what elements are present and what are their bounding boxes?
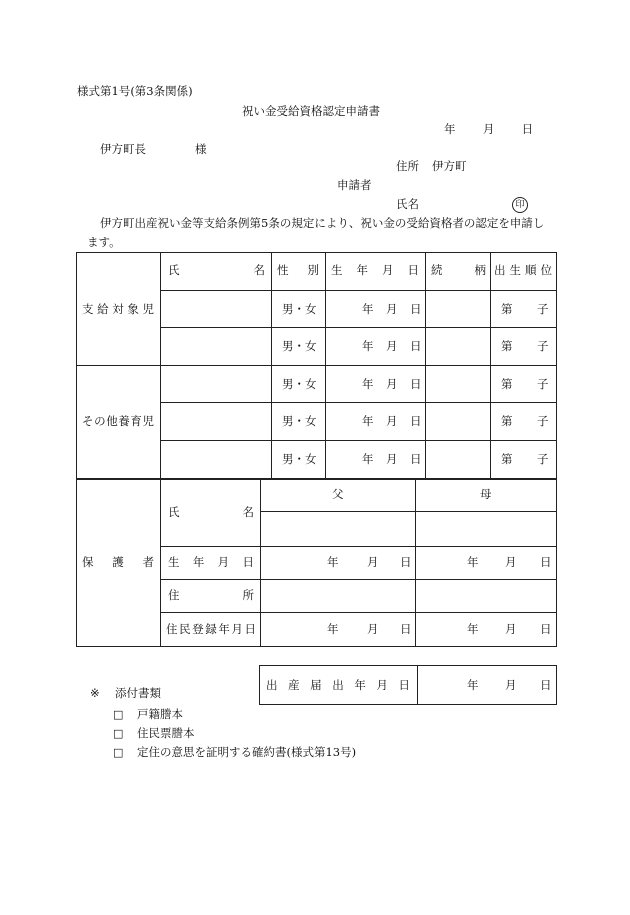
order-prefix: 第 — [501, 377, 513, 391]
birth-report-label: 出 産 届 出 年 月 日 — [266, 678, 410, 692]
birth-report-month: 月 — [505, 678, 517, 692]
date-year: 年 — [362, 302, 374, 316]
guardian-birthdate-label: 生 年 月 日 — [168, 555, 254, 569]
group-guardian: 保 護 者 — [82, 555, 154, 569]
order-prefix: 第 — [501, 414, 513, 428]
application-date — [444, 124, 533, 136]
body-text-line1: 伊方町出産祝い金等支給条例第5条の規定により、祝い金の受給資格者の認定を申請し — [100, 216, 545, 230]
mother-resident-reg-month: 月 — [505, 622, 517, 636]
birth-report-year: 年 — [467, 678, 479, 692]
birth-report-day: 日 — [540, 678, 552, 692]
date-day: 日 — [410, 339, 422, 353]
order-prefix: 第 — [501, 302, 513, 316]
sex-choice: 男・女 — [282, 377, 317, 391]
father-birthdate-year: 年 — [327, 555, 339, 569]
checkbox-icon: □ — [113, 746, 124, 759]
order-suffix: 子 — [537, 414, 549, 428]
attachments-mark: ※ — [90, 686, 100, 700]
date-year: 年 — [362, 377, 374, 391]
mother-birthdate-month: 月 — [505, 555, 517, 569]
date-day: 日 — [410, 414, 422, 428]
attachments-title: 添付書類 — [115, 686, 161, 700]
guardian-name-label: 氏 名 — [168, 505, 254, 519]
father-birthdate-month: 月 — [367, 555, 379, 569]
header-birthdate: 生 年 月 日 — [331, 263, 419, 277]
mother-header: 母 — [480, 487, 492, 501]
father-resident-reg-day: 日 — [400, 622, 412, 636]
mother-resident-reg-day: 日 — [540, 622, 552, 636]
group-target-children: 支 給 対 象 児 — [82, 302, 154, 316]
guardian-resident-reg-label: 住 民 登 録 年 月 日 — [166, 622, 256, 636]
sex-choice: 男・女 — [282, 339, 317, 353]
header-sex: 性 別 — [277, 263, 319, 277]
checkbox-icon: □ — [113, 727, 124, 740]
order-suffix: 子 — [537, 377, 549, 391]
order-prefix: 第 — [501, 452, 513, 466]
group-other-children: そ の 他 養 育 児 — [82, 414, 154, 428]
date-day: 日 — [521, 122, 534, 136]
guardian-address-label: 住 所 — [168, 588, 254, 602]
header-name: 氏 名 — [168, 263, 265, 277]
date-month: 月 — [386, 452, 398, 466]
date-month: 月 — [386, 339, 398, 353]
body-text-line2: ます。 — [87, 235, 121, 249]
mother-birthdate-year: 年 — [467, 555, 479, 569]
mother-birthdate-day: 日 — [540, 555, 552, 569]
father-resident-reg-month: 月 — [367, 622, 379, 636]
date-year: 年 — [444, 122, 456, 136]
applicant-label: 申請者 — [337, 178, 372, 192]
address-label: 住所 — [396, 159, 419, 173]
father-resident-reg-year: 年 — [327, 622, 339, 636]
sex-choice: 男・女 — [282, 302, 317, 316]
order-suffix: 子 — [537, 452, 549, 466]
name-label: 氏名 — [396, 197, 419, 211]
addressee: 伊方町長 — [100, 142, 146, 156]
order-suffix: 子 — [537, 302, 549, 316]
honorific: 様 — [195, 142, 207, 156]
date-day: 日 — [410, 302, 422, 316]
sex-choice: 男・女 — [282, 414, 317, 428]
date-year: 年 — [362, 452, 374, 466]
date-month: 月 — [386, 414, 398, 428]
mother-resident-reg-year: 年 — [467, 622, 479, 636]
order-suffix: 子 — [537, 339, 549, 353]
date-month: 月 — [386, 377, 398, 391]
seal-icon: 印 — [512, 197, 528, 213]
form-title: 祝い金受給資格認定申請書 — [242, 104, 380, 118]
date-day: 日 — [410, 452, 422, 466]
sex-choice: 男・女 — [282, 452, 317, 466]
attachment-item: 定住の意思を証明する確約書(様式第13号) — [137, 745, 357, 759]
address-value: 伊方町 — [432, 159, 467, 173]
header-relation: 続 柄 — [431, 263, 486, 277]
father-birthdate-day: 日 — [400, 555, 412, 569]
date-year: 年 — [362, 414, 374, 428]
date-month: 月 — [482, 122, 495, 136]
date-year: 年 — [362, 339, 374, 353]
order-prefix: 第 — [501, 339, 513, 353]
father-header: 父 — [332, 487, 344, 501]
form-number: 様式第1号(第3条関係) — [77, 84, 193, 98]
date-month: 月 — [386, 302, 398, 316]
checkbox-icon: □ — [113, 708, 124, 721]
attachment-item: 住民票謄本 — [137, 726, 195, 740]
header-birth-order: 出 生 順 位 — [494, 263, 552, 277]
date-day: 日 — [410, 377, 422, 391]
attachment-item: 戸籍謄本 — [137, 707, 183, 721]
